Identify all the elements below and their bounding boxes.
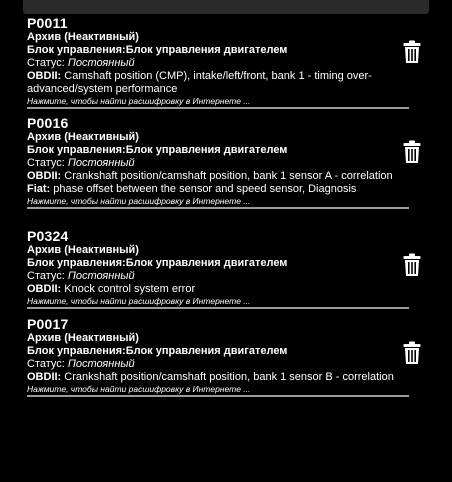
obd-description (27, 371, 397, 384)
obd-label: OBDII: (27, 283, 62, 295)
dtc-code: P0016 (27, 115, 69, 131)
card-divider (27, 395, 409, 397)
obd-label: OBDII: (27, 170, 62, 182)
archive-state: Архив (Неактивный) (27, 332, 139, 344)
search-online-link[interactable]: Нажмите, чтобы найти расшифровку в Интернете ... (27, 296, 251, 306)
control-unit: Блок управления:Блок управления двигателем (27, 257, 288, 269)
trash-icon[interactable] (403, 140, 421, 164)
dtc-card[interactable] (27, 316, 427, 397)
status-value: Постоянный (67, 270, 135, 282)
fiat-text: phase offset between the sensor and speed sensor, Diagnosis (53, 183, 357, 195)
status-line (27, 270, 427, 283)
card-divider (27, 307, 409, 309)
status-label: Статус: (27, 157, 65, 169)
card-divider (27, 107, 409, 109)
archive-state: Архив (Неактивный) (27, 131, 139, 143)
dtc-code: P0017 (27, 316, 69, 332)
dtc-card[interactable] (27, 228, 427, 309)
status-value: Постоянный (67, 57, 135, 69)
obd-text: Crankshaft position/camshaft position, bank 1 sensor B - correlation (64, 371, 394, 383)
search-online-link[interactable]: Нажмите, чтобы найти расшифровку в Интернете ... (27, 96, 251, 106)
fiat-label: Fiat: (27, 183, 51, 195)
obd-description (27, 70, 397, 96)
status-label: Статус: (27, 270, 65, 282)
card-divider (27, 207, 409, 209)
control-unit: Блок управления:Блок управления двигателем (27, 144, 288, 156)
status-label: Статус: (27, 358, 65, 370)
status-line (27, 157, 427, 170)
dtc-card[interactable] (27, 15, 427, 109)
status-line (27, 57, 427, 70)
status-line (27, 358, 427, 371)
dtc-card[interactable] (27, 115, 427, 209)
obd-text: Crankshaft position/camshaft position, bank 1 sensor A - correlation (64, 170, 393, 182)
obd-text: Camshaft position (CMP), intake/left/front, bank 1 - timing over-advanced/system performance (27, 70, 372, 95)
status-value: Постоянный (67, 157, 135, 169)
obd-description (27, 283, 397, 296)
obd-label: OBDII: (27, 371, 62, 383)
dtc-code: P0011 (27, 15, 68, 31)
obd-text: Knock control system error (64, 283, 196, 295)
trash-icon[interactable] (403, 40, 421, 64)
trash-icon[interactable] (403, 341, 421, 365)
search-online-link[interactable]: Нажмите, чтобы найти расшифровку в Интернете ... (27, 196, 251, 206)
status-value: Постоянный (67, 358, 135, 370)
obd-description (27, 170, 397, 183)
archive-state: Архив (Неактивный) (27, 31, 139, 43)
status-label: Статус: (27, 57, 65, 69)
top-header-bar (23, 0, 429, 14)
search-online-link[interactable]: Нажмите, чтобы найти расшифровку в Интернете ... (27, 384, 251, 394)
archive-state: Архив (Неактивный) (27, 244, 139, 256)
control-unit: Блок управления:Блок управления двигателем (27, 345, 288, 357)
fiat-description (27, 183, 397, 196)
trash-icon[interactable] (403, 253, 421, 277)
obd-label: OBDII: (27, 70, 62, 82)
control-unit: Блок управления:Блок управления двигателем (27, 44, 288, 56)
dtc-code: P0324 (27, 228, 69, 244)
